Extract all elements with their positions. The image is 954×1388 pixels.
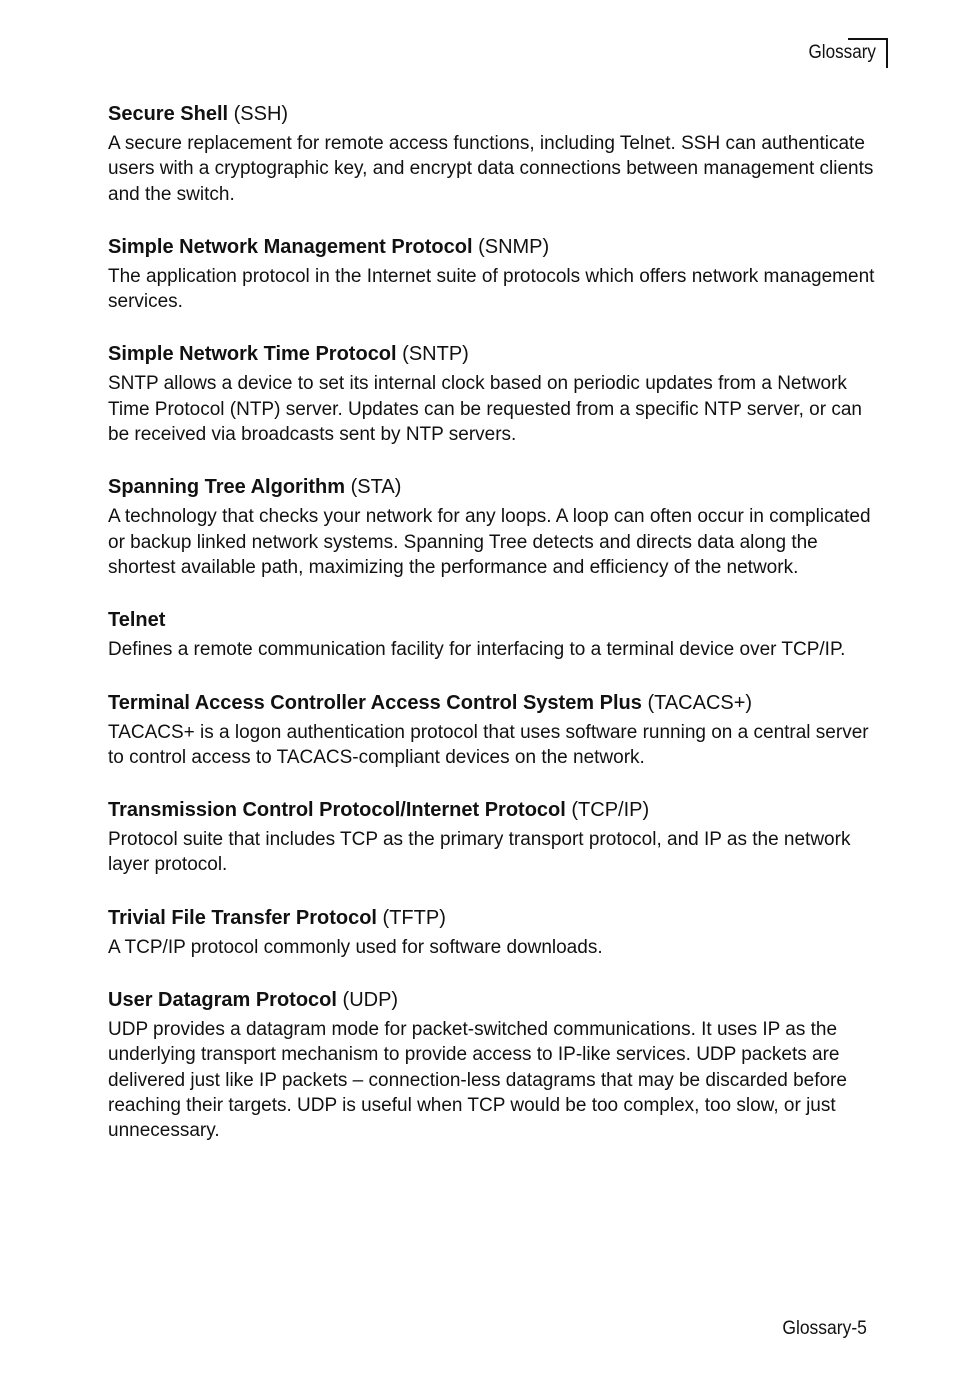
term-abbreviation: (SNTP) [402,343,469,366]
entry-term [108,607,878,633]
glossary-entry-tacacs [108,690,878,771]
entry-definition: A TCP/IP protocol commonly used for software downloads. [108,936,603,958]
running-header: Glossary [808,42,876,63]
term-name: Transmission Control Protocol/Internet Protocol [108,799,566,822]
page-number: Glossary-5 [782,1318,867,1339]
entry-definition: TACACS+ is a logon authentication protocol that uses software running on a central server to control access to TACACS-compliant devices on the network. [108,721,869,768]
glossary-entry-sntp [108,341,878,447]
term-abbreviation: (SNMP) [478,235,550,258]
entry-term [108,987,878,1013]
entry-definition: A technology that checks your network for any loops. A loop can often occur in complicated or backup linked network systems. Spanning Tree detects and directs data along the shortest available path, maximizing the performance and efficiency of the network. [108,506,871,578]
entry-definition: Protocol suite that includes TCP as the primary transport protocol, and IP as the network layer protocol. [108,829,851,876]
glossary-entry-tftp [108,905,878,960]
entry-term [108,341,878,367]
term-abbreviation: (TCP/IP) [571,799,650,822]
glossary-entry-udp [108,987,878,1143]
term-name: Telnet [108,609,166,632]
header-rule-vertical [886,38,888,68]
term-abbreviation: (SSH) [233,103,289,125]
term-abbreviation: (TFTP) [382,906,446,929]
entry-term [108,234,878,260]
glossary-entry-telnet [108,607,878,662]
term-name: Simple Network Management Protocol [108,235,473,258]
entry-term [108,690,878,716]
term-name: Terminal Access Controller Access Control System Plus [108,691,642,714]
entry-term [108,474,878,500]
term-name: Simple Network Time Protocol [108,343,397,366]
entry-definition: Defines a remote communication facility for interfacing to a terminal device over TCP/IP. [108,639,846,661]
entry-term [108,797,878,823]
glossary-entry-ssh [108,101,878,207]
entry-term [108,905,878,931]
term-abbreviation: (STA) [350,476,402,499]
header-rule-horizontal [848,38,888,40]
term-abbreviation: (UDP) [342,989,399,1012]
glossary-entry-tcpip [108,797,878,878]
glossary-content [108,101,878,1171]
entry-definition: A secure replacement for remote access functions, including Telnet. SSH can authenticate users with a cryptographic key, and encrypt data connections between management clients and the switch. [108,133,874,205]
glossary-entry-snmp [108,234,878,315]
term-abbreviation: (TACACS+) [647,691,753,714]
glossary-entry-sta [108,474,878,580]
entry-definition: UDP provides a datagram mode for packet-switched communications. It uses IP as the underlying transport mechanism to provide access to IP-like services. UDP packets are delivered just like IP packets – connection-less datagrams that may be discarded before reaching their targets. UDP is useful when TCP would be too complex, too slow, or just unnecessary. [108,1019,847,1142]
term-name: Spanning Tree Algorithm [108,476,346,499]
term-name: Secure Shell [108,103,229,125]
term-name: Trivial File Transfer Protocol [108,906,377,929]
entry-definition: SNTP allows a device to set its internal clock based on periodic updates from a Network Time Protocol (NTP) server. Updates can be requested from a specific NTP server, or can be received via broadcasts sent by NTP servers. [108,373,862,446]
entry-definition: The application protocol in the Internet suite of protocols which offers network management services. [108,265,875,313]
term-name: User Datagram Protocol [108,989,337,1012]
entry-term [108,101,878,127]
